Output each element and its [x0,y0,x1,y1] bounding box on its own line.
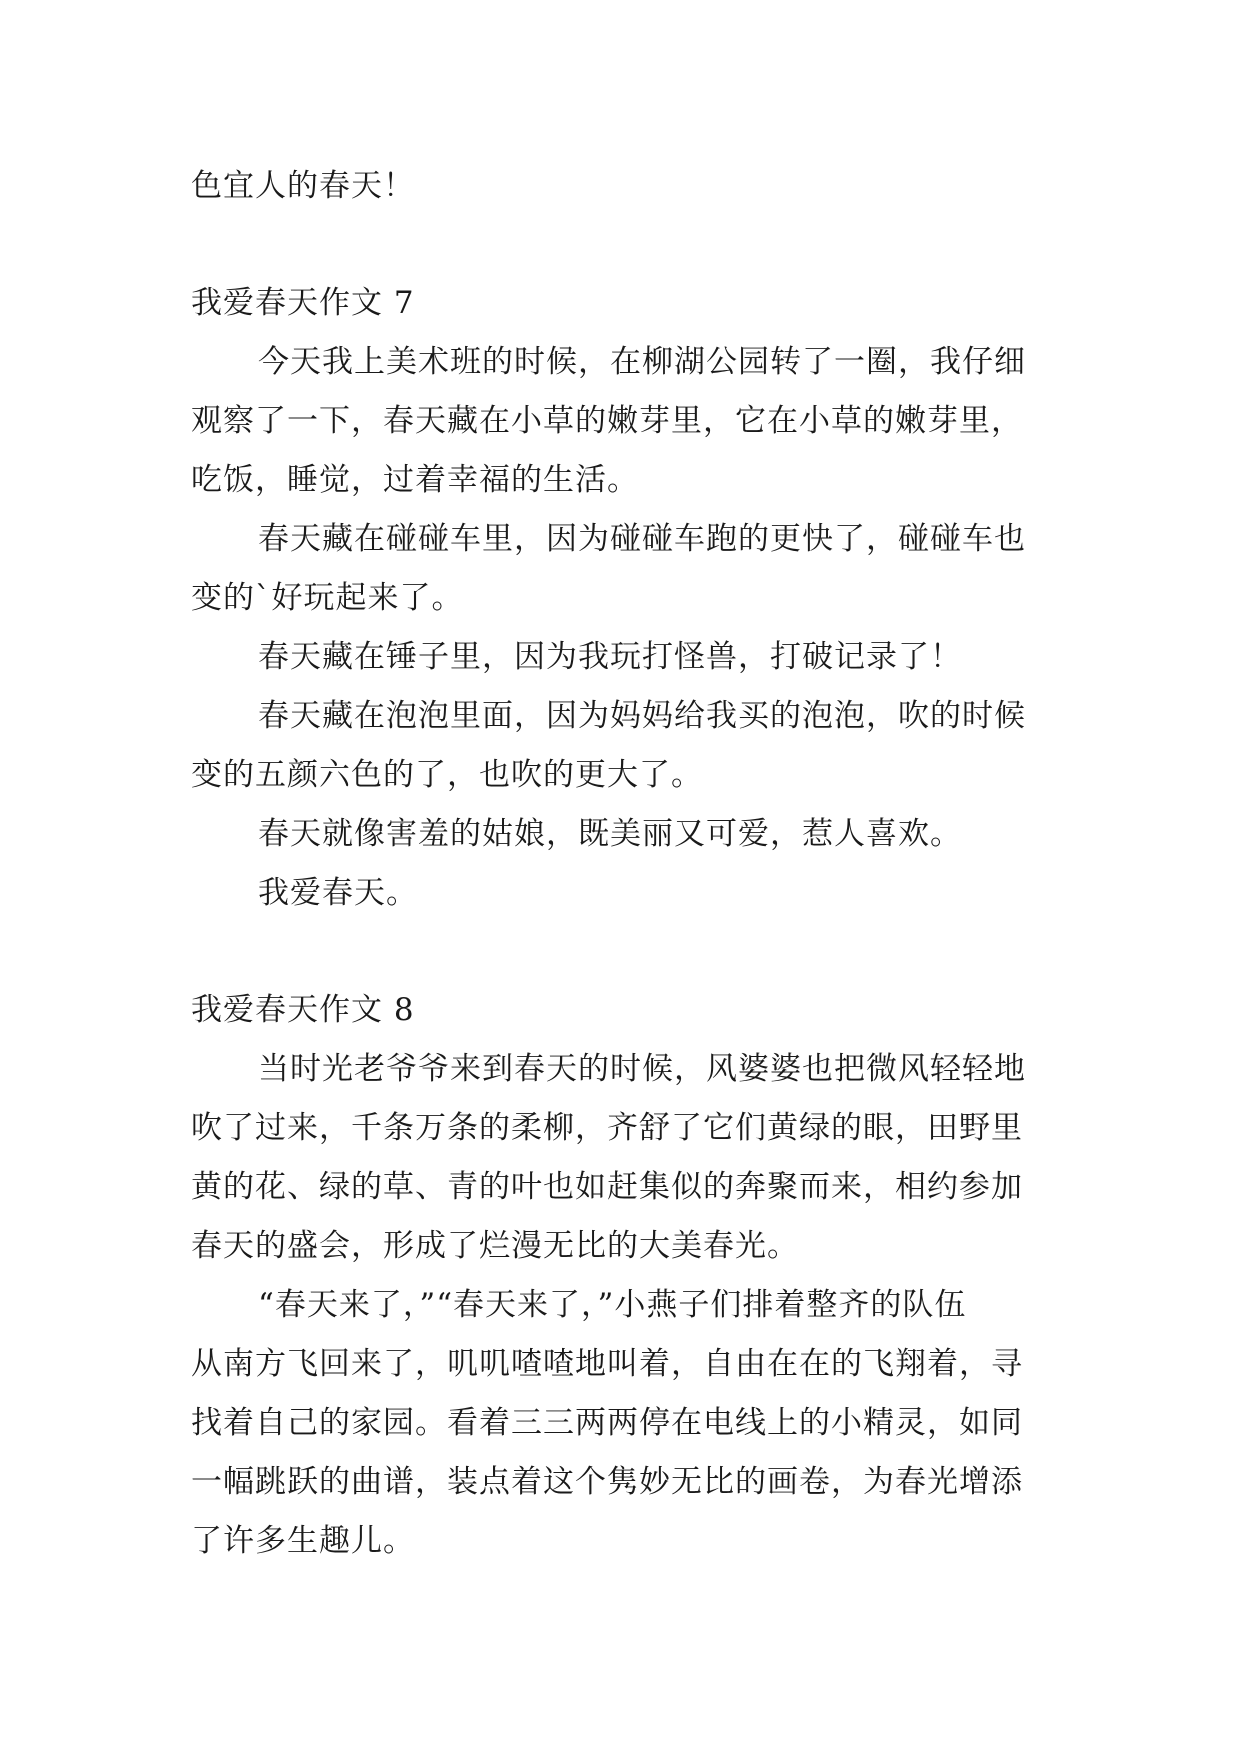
paragraph-line: 春天藏在碰碰车里，因为碰碰车跑的更快了，碰碰车也 [258,521,1026,557]
paragraph-line: 色宜人的春天！ [191,168,415,204]
essay-heading: 我爱春天作文 7 [191,285,415,321]
paragraph-line: 一幅跳跃的曲谱，装点着这个隽妙无比的画卷，为春光增添 [191,1464,1023,1500]
essay-heading: 我爱春天作文 8 [191,992,415,1028]
paragraph-line: 今天我上美术班的时候，在柳湖公园转了一圈，我仔细 [258,344,1026,380]
paragraph-line: 从南方飞回来了，叽叽喳喳地叫着，自由在在的飞翔着，寻 [191,1346,1023,1382]
paragraph-line: 观察了一下，春天藏在小草的嫩芽里，它在小草的嫩芽里， [191,403,1023,439]
paragraph-line: 当时光老爷爷来到春天的时候，风婆婆也把微风轻轻地 [258,1051,1026,1087]
paragraph-line: 了许多生趣儿。 [191,1523,415,1559]
paragraph-line: 吃饭，睡觉，过着幸福的生活。 [191,462,639,498]
paragraph-line: 变的`好玩起来了。 [191,580,464,616]
paragraph-line: 春天的盛会，形成了烂漫无比的大美春光。 [191,1228,799,1264]
paragraph-line: 春天就像害羞的姑娘，既美丽又可爱，惹人喜欢。 [258,816,962,852]
paragraph-line: 黄的花、绿的草、青的叶也如赶集似的奔聚而来，相约参加 [191,1169,1023,1205]
paragraph-line: 我爱春天。 [258,875,418,911]
paragraph-line: 变的五颜六色的了，也吹的更大了。 [191,757,703,793]
paragraph-line: 春天藏在锤子里，因为我玩打怪兽，打破记录了！ [258,639,962,675]
paragraph-line: 春天藏在泡泡里面，因为妈妈给我买的泡泡，吹的时候 [258,698,1026,734]
paragraph-line: “春天来了，”“春天来了，”小燕子们排着整齐的队伍 [258,1287,967,1323]
paragraph-line: 找着自己的家园。看着三三两两停在电线上的小精灵，如同 [191,1405,1023,1441]
paragraph-line: 吹了过来，千条万条的柔柳，齐舒了它们黄绿的眼，田野里 [191,1110,1023,1146]
